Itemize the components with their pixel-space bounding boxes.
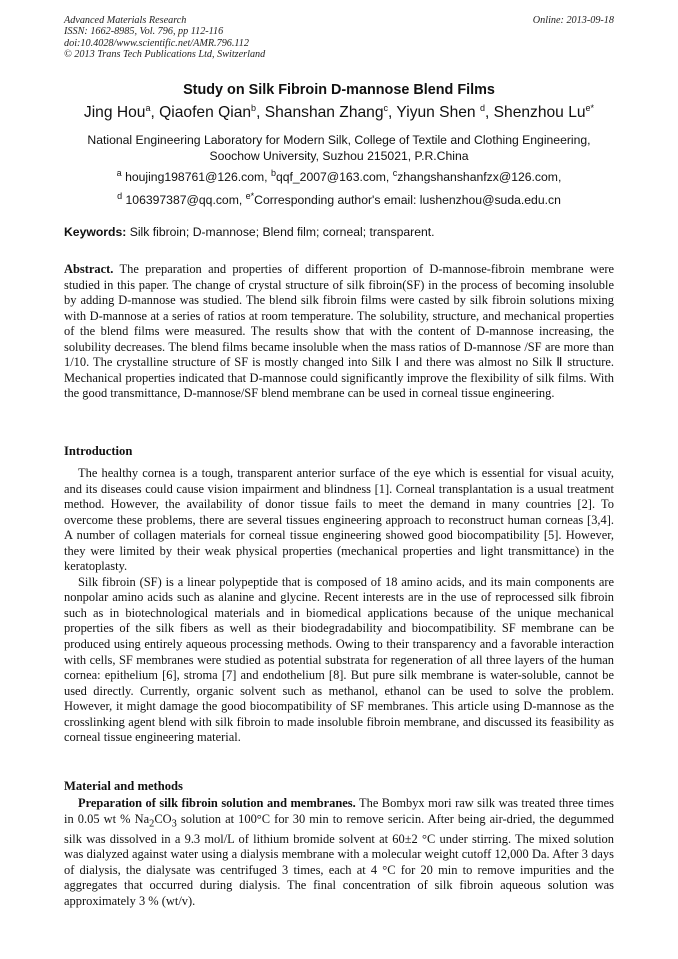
email-line: $^d$ 106397387@qq.com, $^{e*}$Corresponding author's email: lushenzhou@suda.edu.cn xyxy=(117,190,561,207)
email-a: houjing198761@126.com, xyxy=(125,170,268,184)
abstract-paragraph xyxy=(64,262,614,402)
journal-doi: doi:10.4028/www.scientific.net/AMR.796.112 xyxy=(64,37,249,49)
introduction-heading: Introduction xyxy=(64,444,133,458)
email-corresponding: Corresponding author's email: lushenzhou@suda.edu.cn xyxy=(254,193,561,207)
keywords-text: Silk fibroin; D-mannose; Blend film; corneal; transparent. xyxy=(129,225,435,239)
author-name: Shenzhou Lu xyxy=(493,104,586,121)
journal-name: Advanced Materials Research xyxy=(64,15,187,26)
affiliation xyxy=(64,132,614,164)
author-emails xyxy=(64,166,614,212)
author-sup: b xyxy=(251,102,257,113)
author-sup: e* xyxy=(585,102,595,113)
author-sup: d xyxy=(479,102,485,113)
methods-subheading: Preparation of silk fibroin solution and membranes. xyxy=(78,796,356,810)
email-e-sup: e* xyxy=(245,190,255,201)
journal-issn: ISSN: 1662-8985, Vol. 796, pp 112-116 xyxy=(64,26,224,38)
author-sup: a xyxy=(145,102,151,113)
methods-paragraph: Preparation of silk fibroin solution and membranes. The Bombyx mori raw silk was treated three times in 0.05 wt % $Na_2CO_3$ solution at 100°C for 30 min to remove sericin. After being air-dried, the degummed silk was dissolved in a 9.3 mol/L of lithium bromide solvent at 60±2 °C under stirring. The mixed solution was dialyzed against water using a dialysis membrane with a molecular weight cutoff 12,000 Da. After 3 days of dialysis, the dialysate was centrifuged 3 times, each at 4 °C for 20 min to remove impurities and the aggregates that occurred during dialysis. The final concentration of silk fibroin aqueous solution was approximately 3 % (wt/v). xyxy=(64,796,614,908)
journal-header xyxy=(64,15,614,61)
email-b: qqf_2007@163.com, xyxy=(275,170,390,184)
author-name: Qiaofen Qian xyxy=(159,104,252,121)
abstract-text: The preparation and properties of different proportion of D-mannose-fibroin membrane were studied in this paper. The change of crystal structure of silk fibroin(SF) in the process of becoming insoluble by adding D-mannose was studied. The blend silk fibroin films were casted by silk fibroin solutions mixing with D-mannose at a series of ratios at room temperature. The solubility, structure, and mechanical properties of the blend films were measured. The results show that with the content of D-mannose increasing, the solubility decreases. The blend films became insoluble when the mass ratios of D-mannose /SF are more than 1/10. The crystalline structure of SF is mostly changed into Silk Ⅰ and there was almost no Silk Ⅱ structure. Mechanical properties indicated that D-mannose could significantly improve the flexibility of silk films. With the good transmittance, D-mannose/SF blend membrane can be used in corneal tissue engineering. xyxy=(64,262,614,401)
author-name: Yiyun Shen xyxy=(396,104,476,121)
author-name: Jing Hou xyxy=(83,104,146,121)
introduction-paragraph: Silk fibroin (SF) is a linear polypeptide that is composed of 18 amino acids, and its main components are nonpolar amino acids such as alanine and glycine. Recent interests are in the use of reprocessed silk fibroin such as in biotechnological materials and in biomedical applications because of the unique mechanical properties of the silk fibers as well as their biodegradability and biocompatibility. SF membrane can be produced using entirely aqueous processing methods. Owing to their transparency and a favorable interaction with cells, SF membranes were studied as potential substrata for regeneration of all three layers of the human cornea: epithelium [6], stroma [7] and endothelium [8]. But pure silk membrane is water-soluble, cannot be used directly. Currently, organic solvent such as methanol, ethanol can be used to solve the problem. However, it might damage the good biocompatibility of SF membranes. This article using D-mannose as the crosslinking agent blend with silk fibroin to made insoluble fibroin membrane, and discussed its feasibility as corneal tissue engineering material. xyxy=(64,574,614,745)
author-list: Jing Hou$^a$, Qiaofen Qian$^b$, Shanshan Zhang$^c$, Yiyun Shen $^d$, Shenzhou $Lu^{e*}$ xyxy=(83,102,595,121)
author-sup: c xyxy=(383,102,389,113)
keywords xyxy=(64,225,614,239)
author-name: Shanshan Zhang xyxy=(264,104,384,121)
paper-title: Study on Silk Fibroin D-mannose Blend Films xyxy=(183,82,495,98)
keywords-label: Keywords: xyxy=(64,225,127,239)
email-c: zhangshanshanfzx@126.com, xyxy=(397,170,562,184)
methods-body xyxy=(64,796,614,909)
journal-copyright: © 2013 Trans Tech Publications Ltd, Switzerland xyxy=(64,49,266,61)
affiliation-line: Soochow University, Suzhou 215021, P.R.China xyxy=(209,149,469,163)
affiliation-line: National Engineering Laboratory for Modern Silk, College of Textile and Clothing Engineering, xyxy=(87,133,591,147)
online-date: Online: 2013-09-18 xyxy=(532,15,614,26)
methods-heading: Material and methods xyxy=(64,779,183,793)
email-line: $^a$ houjing198761@126.com, $^b$qqf_2007@163.com, $^c$zhangshanshanfzx@126.com, xyxy=(116,167,562,184)
abstract-label: Abstract. xyxy=(64,262,114,276)
introduction-paragraph: The healthy cornea is a tough, transparent anterior surface of the eye which is essential for visual acuity, and its diseases could cause vision impairment and blindness [1]. Corneal transplantation is a usual treatment method. However, the availability of donor tissue fails to meet the demand in many countries [2]. To overcome these problems, there are several tissues engineering approach to reconstruct human corneas [3,4]. A number of collagen materials for corneal tissue engineering showed good biocompatibility [5]. However, they were limited by their weak physical properties (mechanical properties and light transmittance) in the keratoplasty. xyxy=(64,466,614,574)
email-d: 106397387@qq.com, xyxy=(125,193,243,207)
introduction-body xyxy=(64,466,614,746)
abstract xyxy=(64,262,614,402)
